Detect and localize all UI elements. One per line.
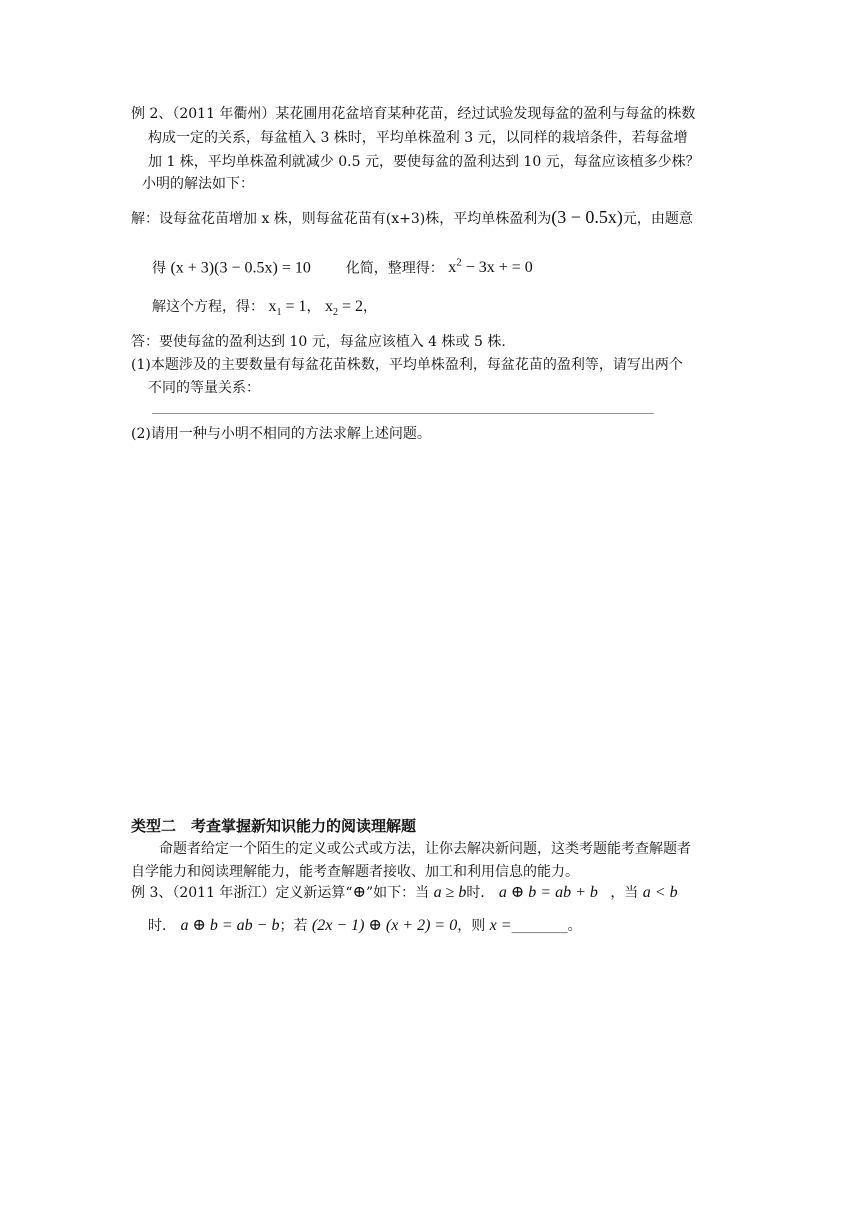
example2-line2: 构成一定的关系，每盆植入 3 株时，平均单株盈利 3 元，以同样的栽培条件，若每盆增 <box>148 130 688 146</box>
root-x1: $x_1 = 1$ <box>268 298 307 319</box>
question1-line2: 不同的等量关系： <box>148 380 260 396</box>
answer-blank: ________ <box>511 918 568 934</box>
example2-line4: 小明的解法如下： <box>142 176 254 192</box>
section-paragraph-line2: 自学能力和阅读理解能力，能考查解题者接收、加工和利用信息的能力。 <box>131 864 579 880</box>
solution-setup <box>131 207 693 229</box>
example3-line1: 例 3、（2011 年浙江）定义新运算“⊕”如下：当 a ≥ b时． a ⊕ b = ab + b ，当 a < b <box>131 884 678 901</box>
equation: (x + 3)(3 − 0.5x) = 10 <box>170 259 311 277</box>
question1-line1: (1)本题涉及的主要数量有每盆花苗株数，平均单株盈利，每盆花苗的盈利等，请写出两个 <box>131 357 683 373</box>
section-heading: 类型二 考查掌握新知识能力的阅读理解题 <box>131 817 417 835</box>
answer-variable: x = <box>489 917 512 934</box>
example2-line3: 加 1 株，平均单株盈利就减少 0.5 元，要使每盆的盈利达到 10 元，每盆应该植多少株？ <box>148 154 700 170</box>
example3-line2: 时． a ⊕ b = ab − b；若 (2x − 1) ⊕ (x + 2) = 0，则 x =________。 <box>148 917 582 934</box>
equation-prefix: 得 <box>152 260 166 277</box>
equation-line <box>152 253 533 278</box>
answer-blank-line <box>152 413 654 414</box>
roots-line: 解这个方程，得： $x_1 = 1$， $x_2 = 2$， <box>152 298 377 319</box>
rule-ge: a ⊕ b = ab + b <box>498 884 598 901</box>
roots-label: 解这个方程，得： <box>152 299 264 315</box>
condition-equation: (2x − 1) ⊕ (x + 2) = 0 <box>311 917 458 934</box>
rule-lt: a ⊕ b = ab − b <box>180 917 280 934</box>
solution-setup-tail: 元，由题意 <box>622 211 693 227</box>
root-x2: $x_2 = 2$ <box>324 298 363 319</box>
solution-setup-text: 解：设每盆花苗增加 x 株，则每盆花苗有(x+3)株，平均单株盈利为 <box>131 211 552 227</box>
example2-line1: 例 2、（2011 年衢州）某花圃用花盆培育某种花苗，经过试验发现每盆的盈利与每盆的株数 <box>131 106 696 122</box>
condition-ge: a ≥ b <box>433 884 467 901</box>
question2-line: (2)请用一种与小明不相同的方法求解上述问题。 <box>131 426 431 442</box>
answer-line: 答：要使每盆的盈利达到 10 元，每盆应该植入 4 株或 5 株. <box>131 334 506 350</box>
profit-expression: (3 − 0.5x) <box>551 207 623 227</box>
section-paragraph-line1: 命题者给定一个陌生的定义或公式或方法，让你去解决新问题，这类考题能考查解题者 <box>159 841 691 857</box>
simplify-label: 化简，整理得： <box>345 260 444 277</box>
simplified-equation: $x^2 - 3x$ + = 0 <box>448 257 533 277</box>
condition-lt: a < b <box>642 884 678 901</box>
